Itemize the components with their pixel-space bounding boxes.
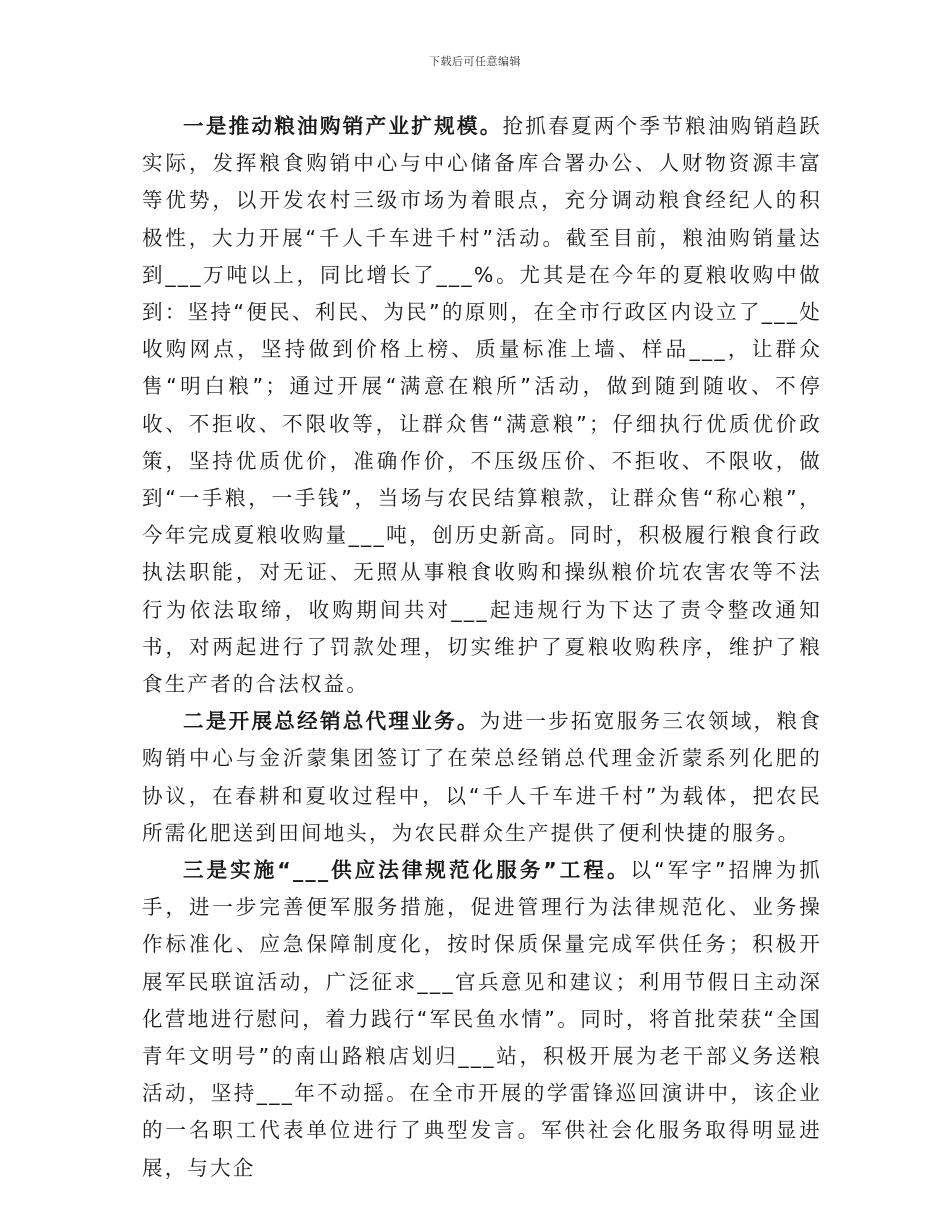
paragraph-2-body: 为进一步拓宽服务三农领域，粮食购销中心与金沂蒙集团签订了在荣总经销总代理金沂蒙系列化肥的协议，在春耕和夏收过程中，以“千人千车进千村”为载体，把农民所需化肥送到田间地头，为农民群众生产提供了便利快捷的服务。 <box>142 709 822 845</box>
paragraph-3 <box>142 852 822 1187</box>
paragraph-3-lead: 三是实施“___供应法律规范化服务”工程。 <box>183 858 631 883</box>
page-header-note: 下载后可任意编辑 <box>429 55 521 68</box>
paragraph-2 <box>142 703 822 852</box>
paragraph-1-lead: 一是推动粮油购销产业扩规模。 <box>183 114 503 138</box>
paragraph-1-body: 抢抓春夏两个季节粮油购销趋跃实际，发挥粮食购销中心与中心储备库合署办公、人财物资源丰富等优势，以开发农村三级市场为着眼点，充分调动粮食经纪人的积极性，大力开展“千人千车进千村”活动。截至目前，粮油购销量达到___万吨以上，同比增长了___%。尤其是在今年的夏粮收购中做到：坚持“便民、利民、为民”的原则，在全市行政区内设立了___处收购网点，坚持做到价格上榜、质量标准上墙、样品___，让群众售“明白粮”；通过开展“满意在粮所”活动，做到随到随收、不停收、不拒收、不限收等，让群众售“满意粮”；仔细执行优质优价政策，坚持优质优价，准确作价，不压级压价、不拒收、不限收，做到“一手粮，一手钱”，当场与农民结算粮款，让群众售“称心粮”，今年完成夏粮收购量___吨，创历史新高。同时，积极履行粮食行政执法职能，对无证、无照从事粮食收购和操纵粮价坑农害农等不法行为依法取缔，收购期间共对___起违规行为下达了责令整改通知书，对两起进行了罚款处理，切实维护了夏粮收购秩序，维护了粮食生产者的合法权益。 <box>142 114 822 697</box>
paragraph-3-body: 以“军字”招牌为抓手，进一步完善便军服务措施，促进管理行为法律规范化、业务操作标准化、应急保障制度化，按时保质保量完成军供任务；积极开展军民联谊活动，广泛征求___官兵意见和建议；利用节假日主动深化营地进行慰问，着力践行“军民鱼水情”。同时，将首批荣获“全国青年文明号”的南山路粮店划归___站，积极开展为老干部义务送粮活动，坚持___年不动摇。在全市开展的学雷锋巡回演讲中，该企业的一名职工代表单位进行了典型发言。军供社会化服务取得明显进展，与大企 <box>142 858 822 1180</box>
document-body <box>142 108 822 1187</box>
paragraph-2-lead: 二是开展总经销总代理业务。 <box>183 709 480 734</box>
paragraph-1 <box>142 108 822 703</box>
